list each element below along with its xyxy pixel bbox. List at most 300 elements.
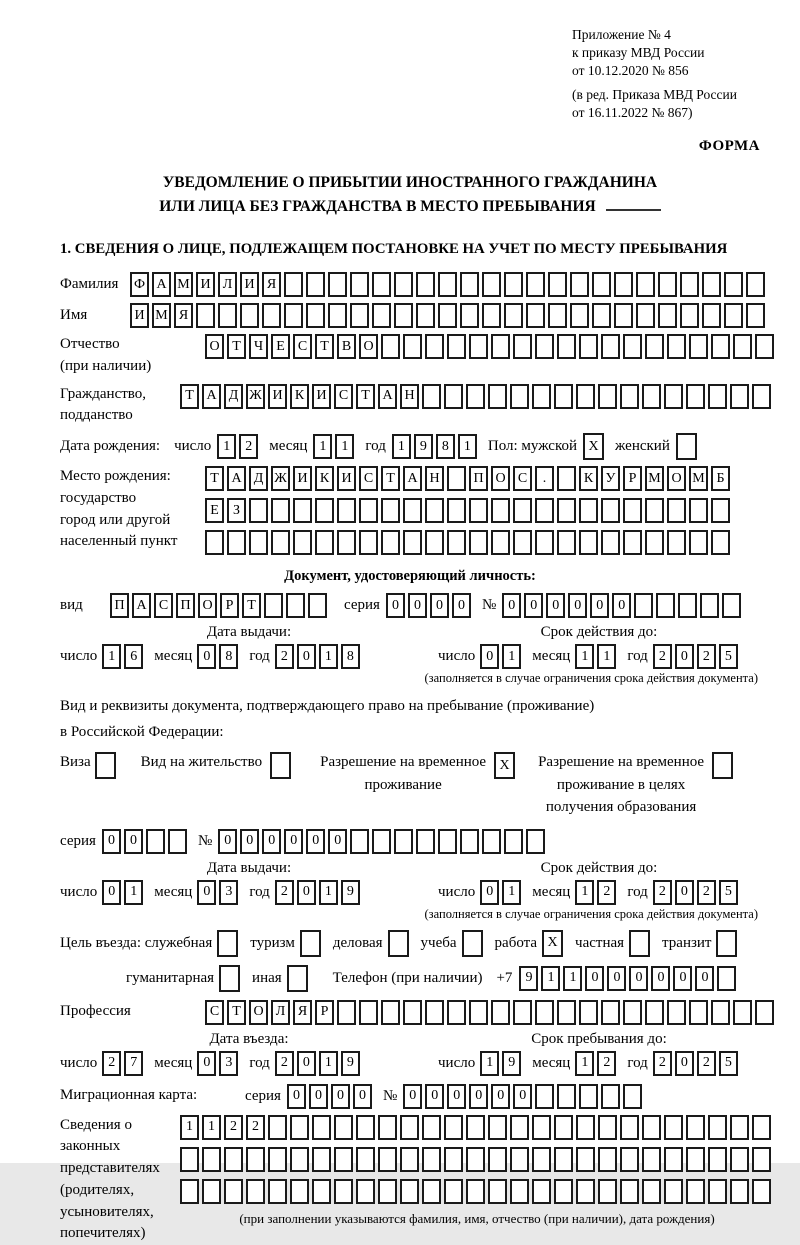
char-cell[interactable]: И	[293, 466, 312, 491]
char-cell[interactable]	[290, 1147, 309, 1172]
char-cell[interactable]: Н	[425, 466, 444, 491]
char-cell[interactable]: 0	[309, 1084, 328, 1109]
char-cell[interactable]	[246, 1179, 265, 1204]
char-cell[interactable]	[422, 1179, 441, 1204]
char-cell[interactable]	[664, 1179, 683, 1204]
char-cell[interactable]	[526, 272, 545, 297]
char-cell[interactable]: О	[198, 593, 217, 618]
char-cell[interactable]	[733, 334, 752, 359]
char-cell[interactable]	[557, 466, 576, 491]
char-cell[interactable]: 3	[219, 1051, 238, 1076]
char-cell[interactable]	[491, 530, 510, 555]
char-cell[interactable]: 0	[675, 1051, 694, 1076]
char-cell[interactable]	[557, 1000, 576, 1025]
char-cell[interactable]: 8	[341, 644, 360, 669]
char-cell[interactable]: 0	[480, 880, 499, 905]
char-cell[interactable]: А	[202, 384, 221, 409]
char-cell[interactable]: 0	[124, 829, 143, 854]
char-cell[interactable]	[491, 334, 510, 359]
char-cell[interactable]	[180, 1147, 199, 1172]
char-cell[interactable]: 1	[319, 1051, 338, 1076]
char-cell[interactable]	[290, 1179, 309, 1204]
char-cell[interactable]: 2	[224, 1115, 243, 1140]
char-cell[interactable]: 0	[425, 1084, 444, 1109]
char-cell[interactable]	[636, 272, 655, 297]
char-cell[interactable]: 3	[219, 880, 238, 905]
char-cell[interactable]	[359, 498, 378, 523]
char-cell[interactable]: 9	[502, 1051, 521, 1076]
char-cell[interactable]	[667, 334, 686, 359]
char-cell[interactable]	[755, 1000, 774, 1025]
char-cell[interactable]	[708, 1179, 727, 1204]
char-cell[interactable]: 1	[480, 1051, 499, 1076]
char-cell[interactable]	[460, 303, 479, 328]
char-cell[interactable]	[488, 1179, 507, 1204]
char-cell[interactable]	[460, 829, 479, 854]
char-cell[interactable]: 0	[102, 880, 121, 905]
char-cell[interactable]	[629, 930, 650, 957]
char-cell[interactable]	[491, 498, 510, 523]
char-cell[interactable]: 5	[719, 1051, 738, 1076]
char-cell[interactable]	[466, 1179, 485, 1204]
char-cell[interactable]	[286, 593, 305, 618]
char-cell[interactable]: 5	[719, 880, 738, 905]
char-cell[interactable]	[664, 384, 683, 409]
char-cell[interactable]: 0	[568, 593, 587, 618]
char-cell[interactable]: Д	[249, 466, 268, 491]
char-cell[interactable]: 0	[284, 829, 303, 854]
char-cell[interactable]	[438, 303, 457, 328]
char-cell[interactable]: 8	[436, 434, 455, 459]
char-cell[interactable]	[300, 930, 321, 957]
char-cell[interactable]	[287, 965, 308, 992]
char-cell[interactable]	[350, 272, 369, 297]
char-cell[interactable]: 0	[287, 1084, 306, 1109]
char-cell[interactable]: Я	[174, 303, 193, 328]
char-cell[interactable]	[557, 334, 576, 359]
char-cell[interactable]	[491, 1000, 510, 1025]
char-cell[interactable]	[425, 334, 444, 359]
char-cell[interactable]: 0	[491, 1084, 510, 1109]
char-cell[interactable]	[246, 1147, 265, 1172]
char-cell[interactable]	[554, 1147, 573, 1172]
char-cell[interactable]	[689, 1000, 708, 1025]
char-cell[interactable]: X	[494, 752, 515, 779]
char-cell[interactable]: И	[240, 272, 259, 297]
char-cell[interactable]: Я	[262, 272, 281, 297]
char-cell[interactable]	[249, 498, 268, 523]
char-cell[interactable]	[733, 1000, 752, 1025]
char-cell[interactable]	[513, 334, 532, 359]
char-cell[interactable]: .	[535, 466, 554, 491]
char-cell[interactable]	[711, 334, 730, 359]
char-cell[interactable]	[359, 530, 378, 555]
char-cell[interactable]	[416, 829, 435, 854]
char-cell[interactable]: 0	[240, 829, 259, 854]
char-cell[interactable]	[532, 1179, 551, 1204]
char-cell[interactable]	[95, 752, 116, 779]
char-cell[interactable]: 0	[306, 829, 325, 854]
char-cell[interactable]	[504, 272, 523, 297]
char-cell[interactable]	[510, 1147, 529, 1172]
char-cell[interactable]: 1	[319, 644, 338, 669]
char-cell[interactable]: 9	[341, 880, 360, 905]
char-cell[interactable]	[422, 1147, 441, 1172]
char-cell[interactable]: 2	[597, 1051, 616, 1076]
char-cell[interactable]	[730, 1179, 749, 1204]
char-cell[interactable]	[601, 1000, 620, 1025]
char-cell[interactable]	[270, 752, 291, 779]
char-cell[interactable]: 5	[719, 644, 738, 669]
char-cell[interactable]: X	[542, 930, 563, 957]
char-cell[interactable]: 0	[197, 880, 216, 905]
char-cell[interactable]: Л	[271, 1000, 290, 1025]
char-cell[interactable]	[642, 1147, 661, 1172]
char-cell[interactable]: 1	[124, 880, 143, 905]
char-cell[interactable]	[378, 1115, 397, 1140]
char-cell[interactable]	[623, 498, 642, 523]
char-cell[interactable]	[752, 384, 771, 409]
char-cell[interactable]	[667, 498, 686, 523]
char-cell[interactable]: 1	[217, 434, 236, 459]
char-cell[interactable]	[416, 272, 435, 297]
char-cell[interactable]	[620, 1147, 639, 1172]
char-cell[interactable]: 1	[180, 1115, 199, 1140]
char-cell[interactable]	[623, 1084, 642, 1109]
char-cell[interactable]: 0	[408, 593, 427, 618]
char-cell[interactable]: 0	[452, 593, 471, 618]
char-cell[interactable]: 0	[353, 1084, 372, 1109]
char-cell[interactable]	[526, 829, 545, 854]
char-cell[interactable]	[717, 966, 736, 991]
char-cell[interactable]: 0	[447, 1084, 466, 1109]
char-cell[interactable]: 0	[524, 593, 543, 618]
char-cell[interactable]	[598, 1179, 617, 1204]
char-cell[interactable]	[403, 334, 422, 359]
char-cell[interactable]: 0	[629, 966, 648, 991]
char-cell[interactable]	[447, 530, 466, 555]
char-cell[interactable]	[422, 1115, 441, 1140]
char-cell[interactable]: Д	[224, 384, 243, 409]
char-cell[interactable]	[466, 1115, 485, 1140]
char-cell[interactable]	[381, 530, 400, 555]
char-cell[interactable]: Ж	[246, 384, 265, 409]
char-cell[interactable]	[469, 334, 488, 359]
char-cell[interactable]	[372, 303, 391, 328]
char-cell[interactable]: Т	[227, 1000, 246, 1025]
char-cell[interactable]: Т	[227, 334, 246, 359]
char-cell[interactable]	[579, 530, 598, 555]
char-cell[interactable]: 1	[541, 966, 560, 991]
char-cell[interactable]	[293, 498, 312, 523]
char-cell[interactable]	[642, 1115, 661, 1140]
char-cell[interactable]	[482, 303, 501, 328]
char-cell[interactable]: И	[196, 272, 215, 297]
char-cell[interactable]	[284, 272, 303, 297]
char-cell[interactable]	[730, 384, 749, 409]
char-cell[interactable]	[447, 1000, 466, 1025]
char-cell[interactable]	[601, 498, 620, 523]
char-cell[interactable]	[403, 1000, 422, 1025]
char-cell[interactable]	[168, 829, 187, 854]
char-cell[interactable]	[746, 272, 765, 297]
char-cell[interactable]: М	[152, 303, 171, 328]
char-cell[interactable]	[645, 498, 664, 523]
char-cell[interactable]	[268, 1115, 287, 1140]
char-cell[interactable]: М	[689, 466, 708, 491]
char-cell[interactable]	[438, 272, 457, 297]
char-cell[interactable]: Р	[623, 466, 642, 491]
char-cell[interactable]	[488, 1147, 507, 1172]
char-cell[interactable]	[557, 498, 576, 523]
char-cell[interactable]	[513, 498, 532, 523]
char-cell[interactable]	[614, 272, 633, 297]
char-cell[interactable]: 1	[563, 966, 582, 991]
char-cell[interactable]	[601, 530, 620, 555]
char-cell[interactable]	[708, 384, 727, 409]
char-cell[interactable]	[645, 1000, 664, 1025]
char-cell[interactable]	[403, 498, 422, 523]
char-cell[interactable]: 1	[575, 1051, 594, 1076]
char-cell[interactable]: 0	[502, 593, 521, 618]
char-cell[interactable]: 0	[480, 644, 499, 669]
char-cell[interactable]	[601, 1084, 620, 1109]
char-cell[interactable]: 2	[653, 644, 672, 669]
char-cell[interactable]	[636, 303, 655, 328]
char-cell[interactable]: 0	[590, 593, 609, 618]
char-cell[interactable]	[576, 384, 595, 409]
char-cell[interactable]	[466, 384, 485, 409]
char-cell[interactable]	[620, 1115, 639, 1140]
char-cell[interactable]	[535, 334, 554, 359]
char-cell[interactable]: 0	[546, 593, 565, 618]
char-cell[interactable]	[224, 1147, 243, 1172]
char-cell[interactable]	[645, 334, 664, 359]
char-cell[interactable]: А	[152, 272, 171, 297]
char-cell[interactable]: 0	[651, 966, 670, 991]
char-cell[interactable]	[708, 1115, 727, 1140]
char-cell[interactable]: 1	[502, 644, 521, 669]
char-cell[interactable]	[444, 1179, 463, 1204]
char-cell[interactable]: 7	[124, 1051, 143, 1076]
char-cell[interactable]	[532, 384, 551, 409]
char-cell[interactable]: П	[469, 466, 488, 491]
char-cell[interactable]	[447, 466, 466, 491]
char-cell[interactable]	[557, 1084, 576, 1109]
char-cell[interactable]: 1	[392, 434, 411, 459]
char-cell[interactable]	[356, 1115, 375, 1140]
char-cell[interactable]: Р	[220, 593, 239, 618]
char-cell[interactable]	[337, 530, 356, 555]
char-cell[interactable]	[535, 530, 554, 555]
char-cell[interactable]	[438, 829, 457, 854]
char-cell[interactable]	[372, 272, 391, 297]
char-cell[interactable]	[598, 1147, 617, 1172]
char-cell[interactable]: П	[110, 593, 129, 618]
char-cell[interactable]	[378, 1179, 397, 1204]
char-cell[interactable]: 0	[675, 644, 694, 669]
char-cell[interactable]	[312, 1179, 331, 1204]
char-cell[interactable]	[678, 593, 697, 618]
char-cell[interactable]: X	[583, 433, 604, 460]
char-cell[interactable]	[394, 272, 413, 297]
char-cell[interactable]: 2	[246, 1115, 265, 1140]
char-cell[interactable]: К	[315, 466, 334, 491]
char-cell[interactable]: 2	[275, 1051, 294, 1076]
char-cell[interactable]: 2	[275, 644, 294, 669]
char-cell[interactable]: З	[227, 498, 246, 523]
char-cell[interactable]	[689, 530, 708, 555]
char-cell[interactable]	[350, 303, 369, 328]
char-cell[interactable]: А	[132, 593, 151, 618]
char-cell[interactable]	[554, 384, 573, 409]
char-cell[interactable]	[702, 303, 721, 328]
char-cell[interactable]	[422, 384, 441, 409]
char-cell[interactable]: 1	[313, 434, 332, 459]
char-cell[interactable]: 1	[202, 1115, 221, 1140]
char-cell[interactable]	[308, 593, 327, 618]
char-cell[interactable]	[730, 1115, 749, 1140]
char-cell[interactable]: 2	[697, 880, 716, 905]
char-cell[interactable]	[388, 930, 409, 957]
char-cell[interactable]	[576, 1179, 595, 1204]
char-cell[interactable]: 0	[297, 644, 316, 669]
char-cell[interactable]: 0	[403, 1084, 422, 1109]
char-cell[interactable]	[724, 272, 743, 297]
char-cell[interactable]	[535, 1000, 554, 1025]
char-cell[interactable]: Т	[356, 384, 375, 409]
char-cell[interactable]: М	[645, 466, 664, 491]
char-cell[interactable]	[312, 1147, 331, 1172]
char-cell[interactable]: 0	[675, 880, 694, 905]
char-cell[interactable]	[381, 334, 400, 359]
char-cell[interactable]	[513, 1000, 532, 1025]
char-cell[interactable]	[570, 303, 589, 328]
char-cell[interactable]	[686, 1179, 705, 1204]
char-cell[interactable]	[686, 384, 705, 409]
char-cell[interactable]	[488, 384, 507, 409]
char-cell[interactable]	[146, 829, 165, 854]
char-cell[interactable]	[400, 1115, 419, 1140]
char-cell[interactable]	[271, 498, 290, 523]
char-cell[interactable]: О	[205, 334, 224, 359]
char-cell[interactable]: 0	[297, 1051, 316, 1076]
char-cell[interactable]: 1	[102, 644, 121, 669]
char-cell[interactable]: М	[174, 272, 193, 297]
char-cell[interactable]: 0	[513, 1084, 532, 1109]
char-cell[interactable]: 2	[102, 1051, 121, 1076]
char-cell[interactable]: А	[403, 466, 422, 491]
char-cell[interactable]: 0	[386, 593, 405, 618]
char-cell[interactable]: Ч	[249, 334, 268, 359]
char-cell[interactable]: Т	[205, 466, 224, 491]
char-cell[interactable]: 2	[653, 880, 672, 905]
char-cell[interactable]	[510, 1179, 529, 1204]
char-cell[interactable]	[334, 1115, 353, 1140]
char-cell[interactable]	[444, 1147, 463, 1172]
char-cell[interactable]: С	[205, 1000, 224, 1025]
char-cell[interactable]	[328, 272, 347, 297]
char-cell[interactable]	[510, 1115, 529, 1140]
char-cell[interactable]: 0	[612, 593, 631, 618]
char-cell[interactable]: О	[249, 1000, 268, 1025]
char-cell[interactable]: Т	[315, 334, 334, 359]
char-cell[interactable]	[579, 334, 598, 359]
char-cell[interactable]	[557, 530, 576, 555]
char-cell[interactable]: И	[312, 384, 331, 409]
char-cell[interactable]	[656, 593, 675, 618]
char-cell[interactable]	[623, 530, 642, 555]
char-cell[interactable]	[504, 303, 523, 328]
char-cell[interactable]	[576, 1147, 595, 1172]
char-cell[interactable]: Т	[381, 466, 400, 491]
char-cell[interactable]: Т	[242, 593, 261, 618]
char-cell[interactable]	[601, 334, 620, 359]
char-cell[interactable]	[337, 498, 356, 523]
char-cell[interactable]: 0	[262, 829, 281, 854]
char-cell[interactable]	[623, 1000, 642, 1025]
char-cell[interactable]: О	[359, 334, 378, 359]
char-cell[interactable]: И	[337, 466, 356, 491]
char-cell[interactable]	[378, 1147, 397, 1172]
char-cell[interactable]	[306, 272, 325, 297]
char-cell[interactable]: С	[359, 466, 378, 491]
char-cell[interactable]: 9	[341, 1051, 360, 1076]
char-cell[interactable]	[394, 303, 413, 328]
char-cell[interactable]	[218, 303, 237, 328]
char-cell[interactable]	[400, 1147, 419, 1172]
char-cell[interactable]	[469, 530, 488, 555]
char-cell[interactable]	[680, 272, 699, 297]
char-cell[interactable]: 1	[575, 644, 594, 669]
char-cell[interactable]	[676, 433, 697, 460]
char-cell[interactable]	[570, 272, 589, 297]
char-cell[interactable]	[535, 1084, 554, 1109]
char-cell[interactable]	[466, 1147, 485, 1172]
char-cell[interactable]	[642, 1179, 661, 1204]
char-cell[interactable]	[614, 303, 633, 328]
char-cell[interactable]: 1	[575, 880, 594, 905]
char-cell[interactable]: Е	[205, 498, 224, 523]
char-cell[interactable]	[337, 1000, 356, 1025]
char-cell[interactable]	[658, 303, 677, 328]
char-cell[interactable]	[284, 303, 303, 328]
char-cell[interactable]	[315, 530, 334, 555]
char-cell[interactable]: Р	[315, 1000, 334, 1025]
char-cell[interactable]	[482, 272, 501, 297]
char-cell[interactable]	[227, 530, 246, 555]
char-cell[interactable]	[598, 384, 617, 409]
char-cell[interactable]	[623, 334, 642, 359]
char-cell[interactable]	[469, 1000, 488, 1025]
char-cell[interactable]: В	[337, 334, 356, 359]
char-cell[interactable]	[708, 1147, 727, 1172]
char-cell[interactable]: И	[268, 384, 287, 409]
char-cell[interactable]: 9	[519, 966, 538, 991]
char-cell[interactable]	[504, 829, 523, 854]
char-cell[interactable]	[359, 1000, 378, 1025]
char-cell[interactable]: 0	[197, 644, 216, 669]
char-cell[interactable]	[579, 1000, 598, 1025]
char-cell[interactable]	[315, 498, 334, 523]
char-cell[interactable]	[262, 303, 281, 328]
char-cell[interactable]: 0	[607, 966, 626, 991]
char-cell[interactable]	[381, 498, 400, 523]
char-cell[interactable]	[620, 1179, 639, 1204]
char-cell[interactable]	[425, 498, 444, 523]
char-cell[interactable]: Б	[711, 466, 730, 491]
char-cell[interactable]	[642, 384, 661, 409]
